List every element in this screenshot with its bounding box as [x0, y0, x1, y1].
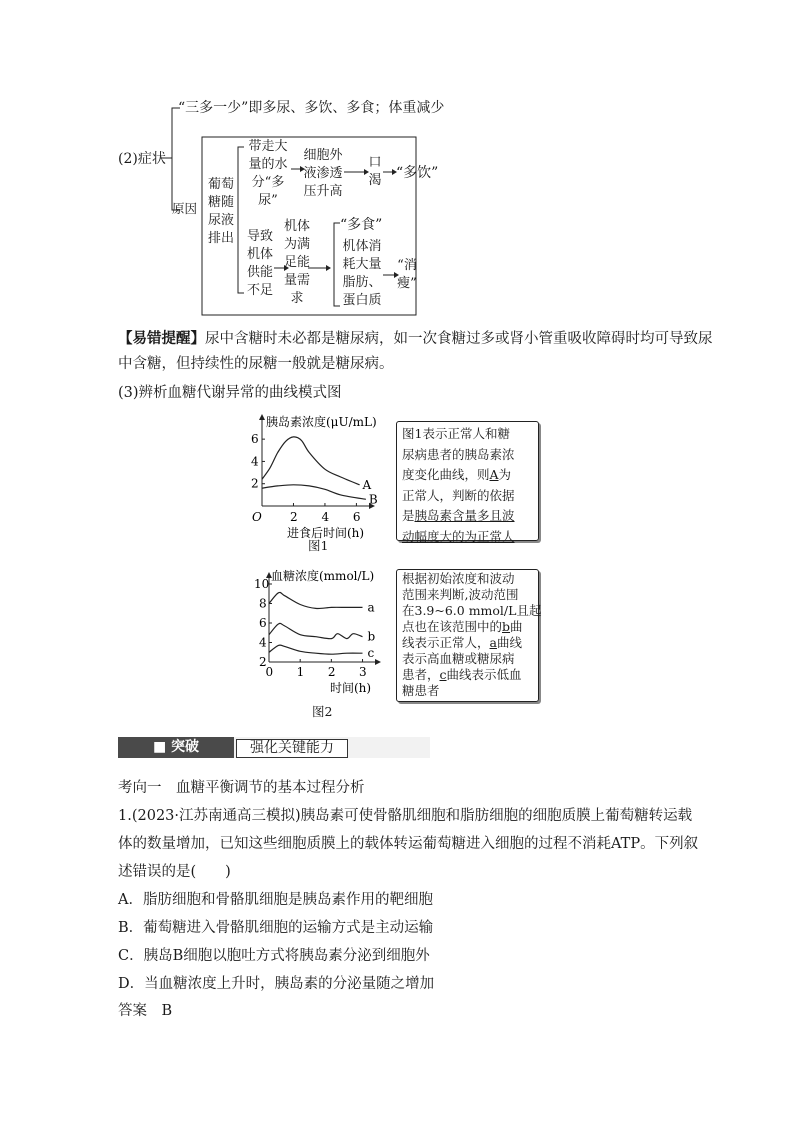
topic-heading: 考向一 血糖平衡调节的基本过程分析: [118, 780, 365, 796]
x-tick-label: 4: [321, 510, 330, 524]
y-tick-label: 4: [251, 454, 259, 469]
warning-line-2: 中含糖，但持续性的尿糖一般就是糖尿病。: [118, 356, 394, 372]
warning-line-1: 【易错提醒】尿中含糖时未必都是糖尿病，如一次食糖过多或肾小管重吸收障碍时均可导致尿: [118, 330, 713, 347]
y-tick-label: 6: [251, 432, 259, 447]
curve-B: [262, 485, 366, 500]
answer-value: B: [161, 1003, 173, 1019]
option-a: A．脂肪细胞和骨骼肌细胞是胰岛素作用的靶细胞: [118, 892, 433, 908]
branch-b-mid: 机体 为满 足能 量需 求: [283, 219, 310, 306]
answer-line: [118, 1003, 172, 1019]
y-tick-label: 2: [259, 655, 267, 669]
cause-label: 原因: [172, 201, 198, 216]
origin-label: O: [252, 510, 262, 524]
x-axis-label: 时间(h): [330, 681, 372, 695]
branch-b-consume: 机体消 耗大量 脂肪、 蛋白质: [342, 239, 382, 308]
curve-A: [262, 437, 360, 485]
series-label-A: A: [362, 477, 372, 492]
y-axis-label: 血糖浓度(mmol/L): [271, 569, 375, 583]
answer-label: 答案: [118, 1003, 147, 1019]
series-label-c: c: [367, 646, 375, 661]
y-tick-label: 10: [254, 577, 270, 591]
branch-b-result: “消 瘦”: [397, 258, 417, 291]
option-b: B．葡萄糖进入骨骼肌细胞的运输方式是主动运输: [118, 920, 434, 936]
section-banner: [118, 737, 430, 758]
y-tick-label: 4: [259, 635, 267, 650]
root-cause: 葡萄 糖随 尿液 排出: [207, 177, 234, 246]
x-tick-label: 2: [327, 665, 336, 679]
branch-a-result: “多饮”: [396, 165, 439, 181]
x-tick-label: 6: [352, 510, 361, 524]
option-c: C．胰岛B细胞以胞吐方式将胰岛素分泌到细胞外: [118, 948, 430, 964]
branch-a-thirst: 口 渴: [368, 155, 382, 188]
banner-left: ■ 突破: [118, 737, 234, 758]
question-line-2: 体的数量增加，已知这些细胞质膜上的载体转运葡萄糖进入细胞的过程不消耗ATP。下列叙: [118, 836, 699, 852]
chart1-caption: 图1: [308, 538, 329, 553]
banner-right: 强化关键能力: [236, 739, 348, 758]
curve-c: [269, 645, 363, 654]
curve-b: [269, 623, 363, 638]
series-label-B: B: [368, 492, 378, 507]
curve-a: [269, 592, 363, 608]
x-tick-label: 3: [359, 665, 367, 679]
blood-glucose-chart: [240, 564, 400, 704]
branch-b-more-eating: “多食”: [340, 217, 383, 233]
y-tick-label: 6: [259, 616, 267, 630]
warning-tag: 【易错提醒】: [118, 330, 205, 347]
symptom-label: (2)症状: [118, 151, 166, 167]
question-line-3: 述错误的是( ): [118, 864, 231, 880]
branch-a-mid: 细胞外 液渗透 压升高: [303, 148, 343, 199]
x-tick-label: 2: [289, 510, 298, 524]
x-tick-label: 1: [296, 665, 305, 679]
symptom-summary: “三多一少”即多尿、多饮、多食；体重减少: [178, 100, 445, 116]
y-tick-label: 2: [251, 476, 259, 491]
x-axis-arrow: [375, 659, 381, 665]
section-3-title: (3)辨析血糖代谢异常的曲线模式图: [118, 385, 342, 401]
x-tick-label: 0: [265, 665, 274, 679]
chart1-note: 图1表示正常人和糖 尿病患者的胰岛素浓 度变化曲线，则A为 正常人，判断的依据 是胰岛素含量多且波 动幅度大的为正常人: [396, 421, 539, 541]
series-label-b: b: [367, 629, 376, 644]
chart2-caption: 图2: [312, 704, 333, 719]
series-label-a: a: [367, 600, 375, 615]
question-line-1: 1.(2023·江苏南通高三模拟)胰岛素可使骨骼肌细胞和脂肪细胞的细胞质膜上葡萄糖转运载: [118, 808, 693, 824]
y-tick-label: 8: [259, 596, 267, 611]
x-axis-label: 进食后时间(h): [287, 526, 365, 540]
y-axis-label: 胰岛素浓度(μU/mL): [266, 415, 377, 429]
branch-b-cause: 导致 机体 供能 不足: [246, 229, 273, 298]
insulin-chart: [235, 408, 395, 558]
option-d: D．当血糖浓度上升时，胰岛素的分泌量随之增加: [118, 976, 435, 992]
branch-a-cause: 带走大 量的水 分“多 尿”: [248, 139, 288, 208]
y-axis-arrow: [259, 414, 265, 420]
chart2-note: 根据初始浓度和波动 范围来判断,波动范围 在3.9~6.0 mmol/L且起 点也在该范围中的b曲 线表示正常人，a曲线 表示高血糖或糖尿病 患者，c曲线表示低血 糖患者: [396, 569, 539, 702]
